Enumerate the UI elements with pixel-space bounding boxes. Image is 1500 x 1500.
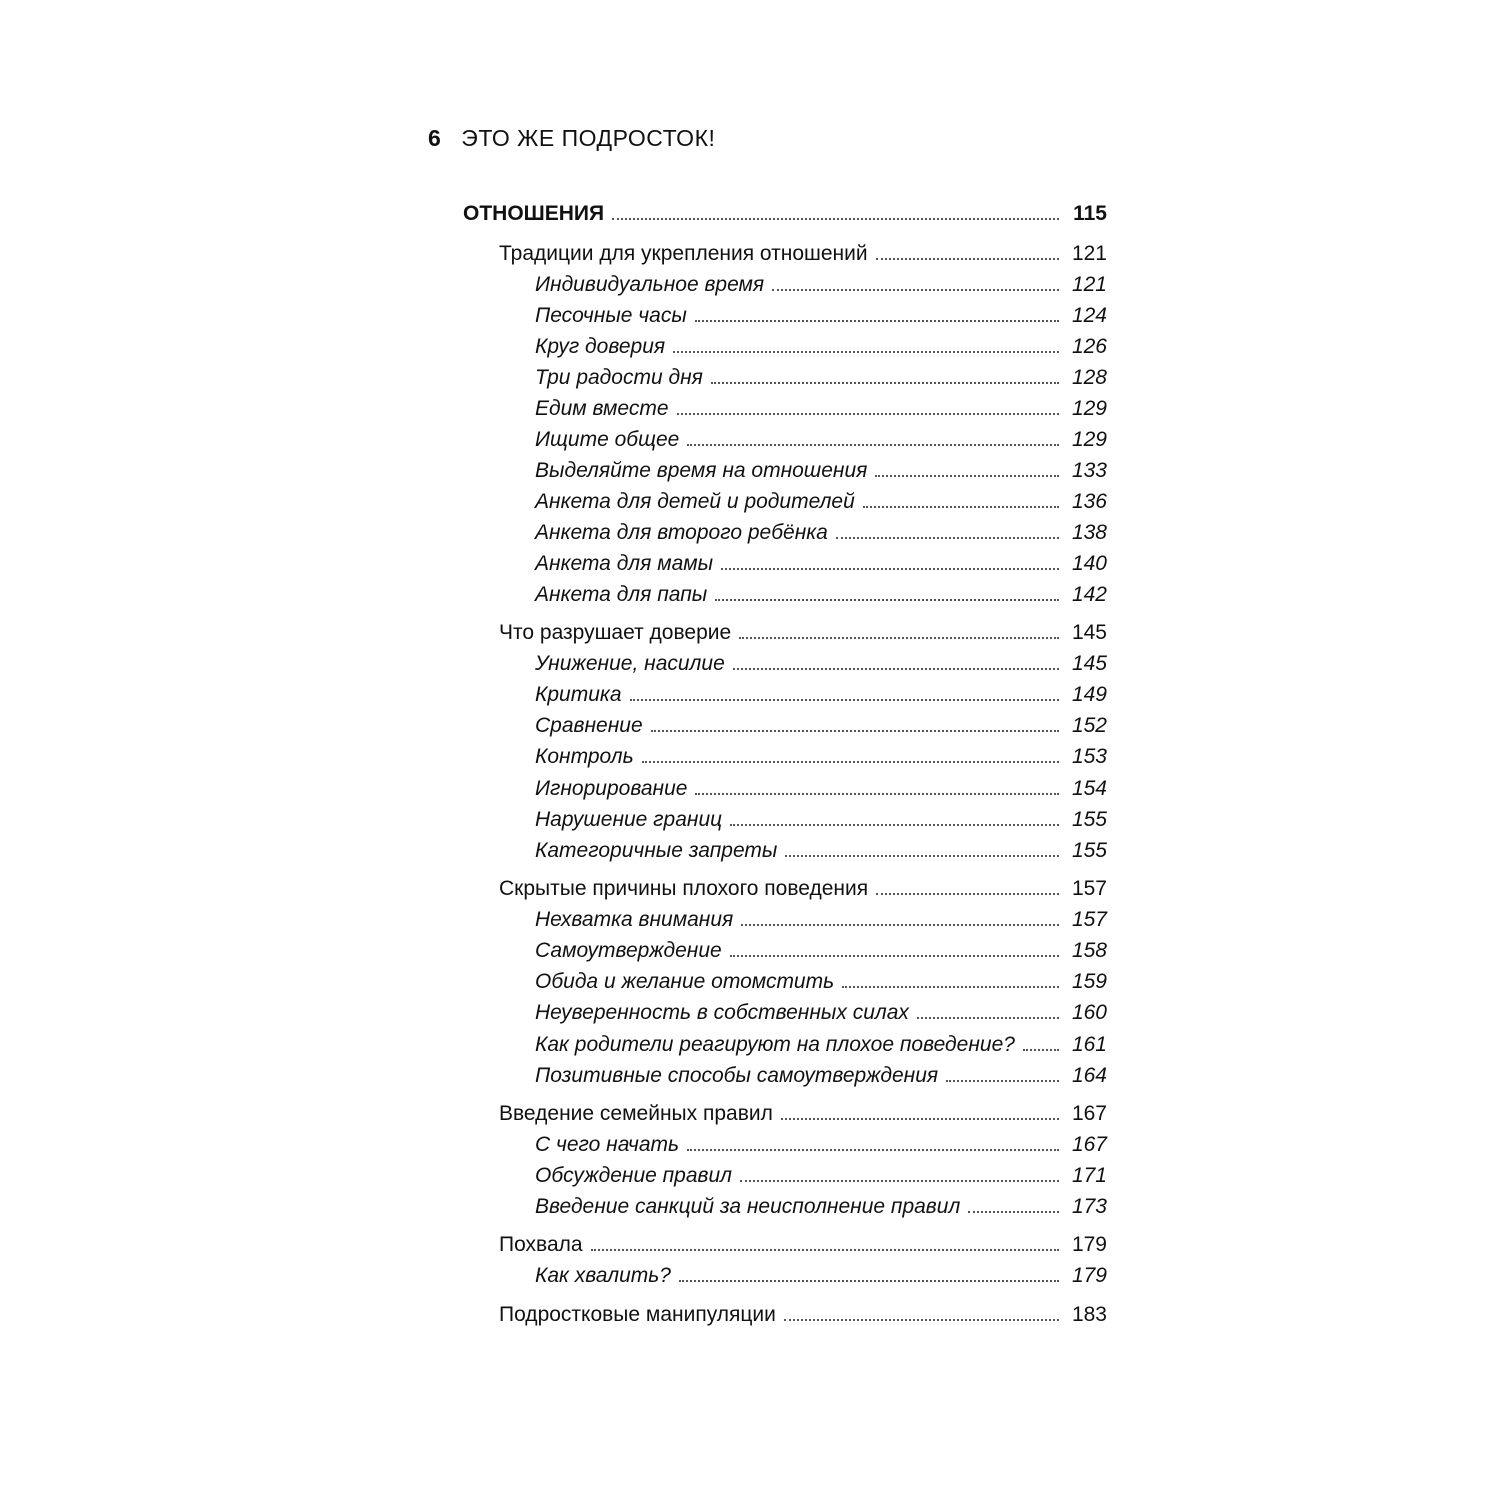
- toc-entry-label: Анкета для мамы: [535, 552, 714, 575]
- toc-entry-section: [535, 1158, 1107, 1188]
- dot-leader: [876, 893, 1059, 895]
- dot-leader: [968, 1211, 1059, 1213]
- toc-entry-section: [535, 964, 1107, 994]
- toc-entry-section: [535, 833, 1107, 863]
- dot-leader: [715, 599, 1059, 601]
- toc-entry-chapter: [499, 1096, 1107, 1126]
- toc-entry-label: Похвала: [499, 1233, 583, 1256]
- toc-entry-page: 159: [1071, 970, 1107, 993]
- toc-entry-section: [535, 646, 1107, 676]
- toc-entry-label: Введение семейных правил: [499, 1102, 773, 1125]
- toc-entry-section: [535, 771, 1107, 801]
- toc-entry-page: 161: [1071, 1033, 1107, 1056]
- dot-leader: [772, 289, 1059, 291]
- toc-entry-section: [535, 453, 1107, 483]
- toc-entry-page: 124: [1071, 304, 1107, 327]
- toc-entry-section: [535, 1027, 1107, 1057]
- toc-entry-section: [535, 267, 1107, 297]
- toc-entry-page: 145: [1071, 652, 1107, 675]
- toc-entry-page: 138: [1071, 521, 1107, 544]
- dot-leader: [739, 637, 1059, 639]
- dot-leader: [785, 855, 1059, 857]
- toc-entry-section: [535, 1058, 1107, 1088]
- toc-entry-label: Ищите общее: [535, 428, 680, 451]
- toc-entry-label: Нарушение границ: [535, 808, 723, 831]
- toc-entry-label: Контроль: [535, 745, 634, 768]
- toc-entry-page: 173: [1071, 1195, 1107, 1218]
- toc-entry-section: [535, 360, 1107, 390]
- toc-entry-label: Самоутверждение: [535, 939, 722, 962]
- toc-entry-label: Скрытые причины плохого поведения: [499, 877, 869, 900]
- toc-entry-page: 129: [1071, 428, 1107, 451]
- toc-entry-page: 129: [1071, 397, 1107, 420]
- toc-entry-label: Позитивные способы самоутверждения: [535, 1064, 939, 1087]
- toc-entry-label: ОТНОШЕНИЯ: [463, 202, 605, 225]
- dot-leader: [591, 1249, 1059, 1251]
- dot-leader: [630, 699, 1059, 701]
- toc-entry-section: [535, 391, 1107, 421]
- toc-entry-section: [535, 422, 1107, 452]
- toc-entry-page: 152: [1071, 714, 1107, 737]
- toc-entry-page: 183: [1071, 1303, 1107, 1326]
- toc-entry-page: 167: [1071, 1102, 1107, 1125]
- toc-entry-label: Игнорирование: [535, 777, 688, 800]
- toc-entry-chapter: [499, 236, 1107, 266]
- toc-entry-page: 121: [1071, 273, 1107, 296]
- toc-entry-page: 158: [1071, 939, 1107, 962]
- dot-leader: [733, 668, 1059, 670]
- toc-entry-label: Критика: [535, 683, 622, 706]
- toc-entry-label: С чего начать: [535, 1133, 680, 1156]
- toc-entry-section: [535, 515, 1107, 545]
- toc-entry-page: 164: [1071, 1064, 1107, 1087]
- toc-entry-section: [535, 933, 1107, 963]
- toc-entry-label: Песочные часы: [535, 304, 687, 327]
- toc-entry-page: 155: [1071, 839, 1107, 862]
- page-number: 6: [428, 124, 442, 151]
- toc-entry-section: [535, 484, 1107, 514]
- toc-entry-section: [535, 329, 1107, 359]
- toc-entry-section: [535, 546, 1107, 576]
- dot-leader: [679, 1280, 1059, 1282]
- dot-leader: [677, 413, 1059, 415]
- toc-entry-label: Едим вместе: [535, 397, 669, 420]
- dot-leader: [687, 1149, 1059, 1151]
- toc-entry-section: [535, 677, 1107, 707]
- toc-entry-label: Подростковые манипуляции: [499, 1303, 776, 1326]
- toc-entry-section: [535, 995, 1107, 1025]
- dot-leader: [946, 1080, 1059, 1082]
- dot-leader: [781, 1118, 1059, 1120]
- dot-leader: [642, 761, 1059, 763]
- toc-entry-page: 179: [1071, 1264, 1107, 1287]
- toc-entry-label: Обида и желание отомстить: [535, 970, 835, 993]
- dot-leader: [876, 258, 1059, 260]
- book-title: ЭТО ЖЕ ПОДРОСТОК!: [461, 124, 716, 151]
- toc-entry-page: 157: [1071, 908, 1107, 931]
- toc-entry-chapter: [499, 1227, 1107, 1257]
- toc-entry-label: Анкета для детей и родителей: [535, 490, 855, 513]
- toc-entry-section: [535, 577, 1107, 607]
- toc-entry-label: Анкета для папы: [535, 583, 708, 606]
- dot-leader: [842, 986, 1059, 988]
- toc-entry-section: [535, 802, 1107, 832]
- toc-entry-page: 140: [1071, 552, 1107, 575]
- toc-entry-page: 155: [1071, 808, 1107, 831]
- toc-entry-page: 121: [1071, 242, 1107, 265]
- dot-leader: [695, 793, 1059, 795]
- dot-leader: [673, 351, 1059, 353]
- toc-entry-label: Индивидуальное время: [535, 273, 765, 296]
- toc-entry-label: Категоричные запреты: [535, 839, 778, 862]
- toc-entry-chapter: [499, 1297, 1107, 1327]
- dot-leader: [836, 537, 1059, 539]
- dot-leader: [695, 320, 1059, 322]
- toc-entry-label: Три радости дня: [535, 366, 703, 389]
- dot-leader: [875, 475, 1059, 477]
- toc-entry-label: Как родители реагируют на плохое поведение?: [535, 1033, 1015, 1056]
- toc-entry-section: [535, 902, 1107, 932]
- toc-entry-chapter: [499, 615, 1107, 645]
- toc-entry-section: [535, 708, 1107, 738]
- toc-entry-page: 145: [1071, 621, 1107, 644]
- toc-entry-page: 128: [1071, 366, 1107, 389]
- toc-entry-page: 153: [1071, 745, 1107, 768]
- dot-leader: [730, 955, 1059, 957]
- dot-leader: [1023, 1049, 1059, 1051]
- toc-entry-page: 179: [1071, 1233, 1107, 1256]
- dot-leader: [863, 506, 1059, 508]
- toc-entry-page: 142: [1071, 583, 1107, 606]
- dot-leader: [687, 444, 1059, 446]
- toc-entry-page: 149: [1071, 683, 1107, 706]
- toc-entry-page: 133: [1071, 459, 1107, 482]
- toc-entry-label: Как хвалить?: [535, 1264, 671, 1287]
- toc-entry-page: 157: [1071, 877, 1107, 900]
- toc-entry-label: Традиции для укрепления отношений: [499, 242, 868, 265]
- toc-entry-page: 136: [1071, 490, 1107, 513]
- toc-entry-label: Анкета для второго ребёнка: [535, 521, 828, 544]
- dot-leader: [917, 1017, 1059, 1019]
- toc-entry-page: 115: [1073, 202, 1107, 225]
- toc-entry-section: [535, 1127, 1107, 1157]
- toc-entry-part: [463, 196, 1107, 226]
- toc-entry-label: Неуверенность в собственных силах: [535, 1001, 909, 1024]
- toc-entry-label: Сравнение: [535, 714, 643, 737]
- toc-entry-label: Круг доверия: [535, 335, 666, 358]
- dot-leader: [651, 730, 1059, 732]
- toc-entry-page: 171: [1071, 1164, 1107, 1187]
- toc-entry-label: Обсуждение правил: [535, 1164, 733, 1187]
- toc-entry-label: Что разрушает доверие: [499, 621, 732, 644]
- toc-entry-section: [535, 1189, 1107, 1219]
- dot-leader: [740, 1180, 1059, 1182]
- toc-entry-page: 154: [1071, 777, 1107, 800]
- dot-leader: [721, 568, 1059, 570]
- toc-entry-section: [535, 739, 1107, 769]
- toc-entry-label: Нехватка внимания: [535, 908, 734, 931]
- dot-leader: [784, 1319, 1059, 1321]
- toc-entry-page: 126: [1071, 335, 1107, 358]
- toc-entry-chapter: [499, 871, 1107, 901]
- dot-leader: [741, 924, 1059, 926]
- toc-entry-page: 167: [1071, 1133, 1107, 1156]
- toc-entry-label: Введение санкций за неисполнение правил: [535, 1195, 961, 1218]
- toc-entry-label: Унижение, насилие: [535, 652, 725, 675]
- dot-leader: [730, 824, 1059, 826]
- toc-entry-section: [535, 298, 1107, 328]
- toc-entry-label: Выделяйте время на отношения: [535, 459, 868, 482]
- dot-leader: [612, 218, 1059, 220]
- toc-entry-section: [535, 1258, 1107, 1288]
- toc-entry-page: 160: [1071, 1001, 1107, 1024]
- dot-leader: [711, 382, 1059, 384]
